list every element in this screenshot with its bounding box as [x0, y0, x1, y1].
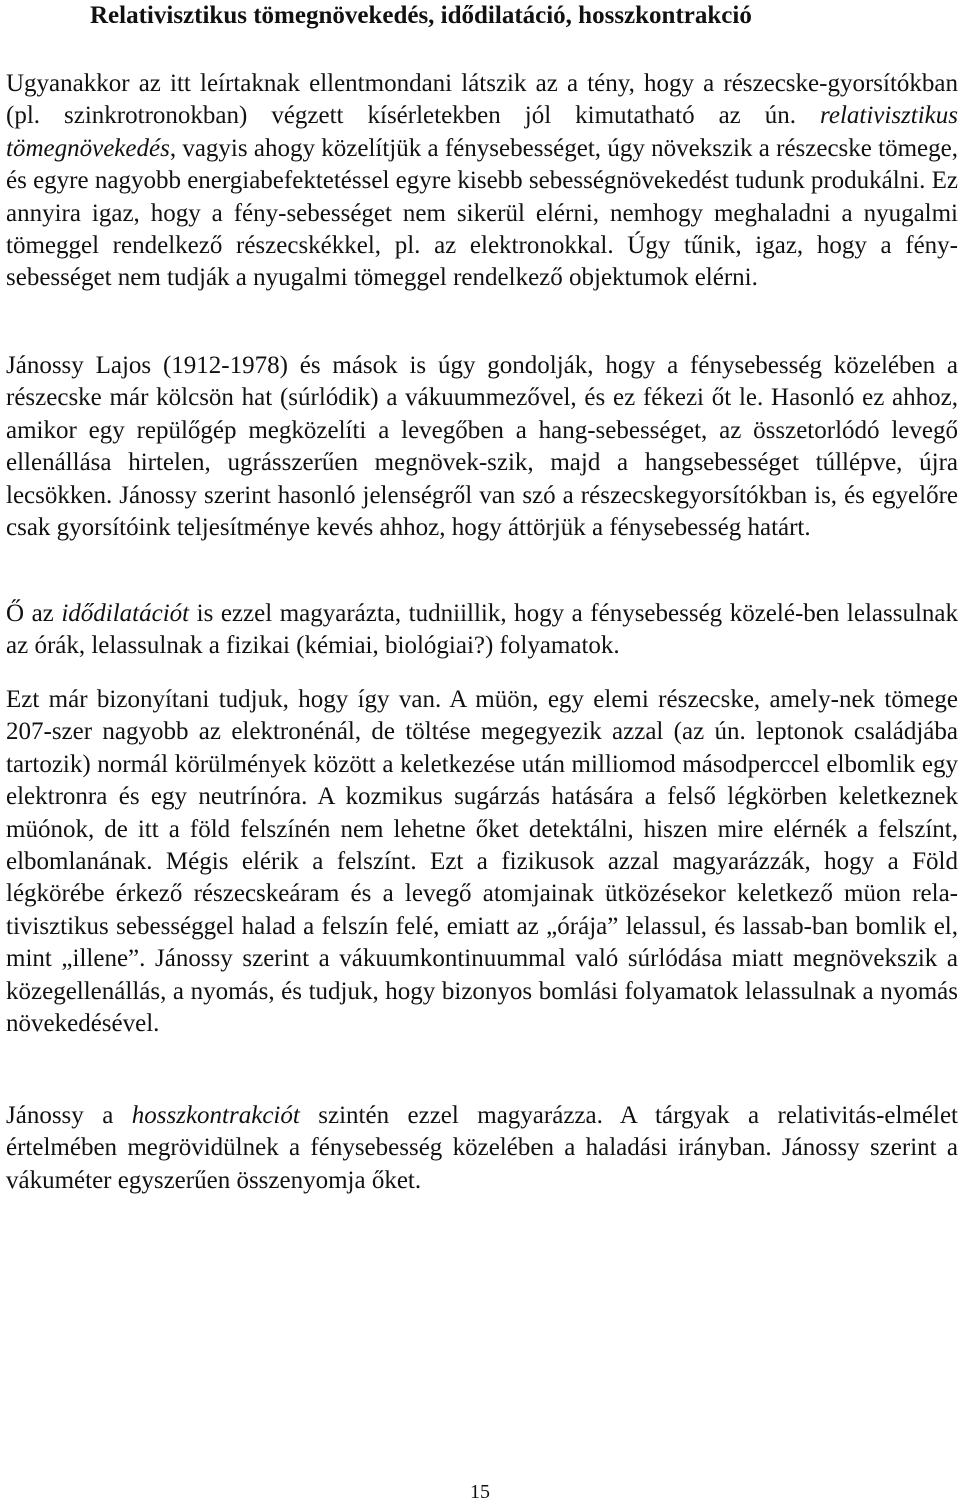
paragraph-time-dilation — [6, 598, 958, 663]
paragraph-muon: Ezt már bizonyítani tudjuk, hogy így van. A müön, egy elemi részecske, amely-nek tömege 207-szer nagyobb az elektronénál, de töltése megegyezik azzal (az ún. leptonok családjába tartozik) normál körülmények között a keletkezése után milliomod másodperccel elbomlik egy elektronra és egy neutrínóra. A kozmikus sugárzás hatására a felső légkörben keletkeznek müónok, de itt a föld felszínén nem lehetne őket detektálni, hiszen mire elérnék a felszínt, elbomlanának. Mégis elérik a felszínt. Ezt a fizikusok azzal magyarázzák, hogy a Föld légkörébe érkező részecskeáram és a levegő atomjainak ütközésekor keletkező müon rela-tivisztikus sebességgel halad a felszín felé, emiatt az „órája” lelassul, és lassab-ban bomlik el, mint „illene”. Jánossy szerint a vákuumkontinuummal való súrlódása miatt megnövekszik a közegellenállás, a nyomás, és tudjuk, hogy bizonyos bomlási folyamatok lelassulnak a nyomás növekedésével. — [6, 686, 958, 1038]
emphasis-term: idődilatációt — [61, 600, 190, 627]
paragraph-janossy-vacuum: Jánossy Lajos (1912-1978) és mások is úgy gondolják, hogy a fénysebesség közelében a részecske már kölcsön hat (súrlódik) a vákuummezővel, és ez fékezi őt le. Hasonló ez ahhoz, amikor egy repülőgép megközelíti a levegőben a hang-sebességet, az összetorlódó levegő ellenállása hirtelen, ugrásszerűen megnövek-szik, majd a hangsebességet túllépve, újra lecsökken. Jánossy szerint hasonló jelenségről van szó a részecskegyorsítókban is, és egyelőre csak gyorsítóink teljesítménye kevés ahhoz, hogy áttörjük a fénysebesség határt. — [6, 352, 958, 542]
paragraph-text: Jánossy a — [6, 1102, 132, 1129]
page-number: 15 — [470, 1481, 490, 1503]
paragraph-text: is ezzel magyarázta, tudniillik, hogy a fénysebesség közelé-ben lelassulnak az órák, lelassulnak a fizikai (kémiai, biológiai?) folyamatok. — [6, 600, 958, 660]
paragraph-length-contraction — [6, 1100, 958, 1197]
document-page — [6, 0, 959, 1194]
emphasis-term: hosszkontrakciót — [131, 1102, 300, 1129]
paragraph-mass-increase — [6, 68, 958, 295]
document-title: Relativisztikus tömegnövekedés, idődilatáció, hosszkontrakció — [90, 2, 752, 29]
paragraph-text: Ő az — [6, 600, 62, 627]
paragraph-text: szintén ezzel magyarázza. A tárgyak a relativitás-elmélet értelmében megrövidülnek a fénysebesség közelében a haladási irányban. Jánossy szerint a vákuméter egyszerűen összenyomja őket. — [6, 1102, 958, 1194]
paragraph-text: , vagyis ahogy közelítjük a fénysebességet, úgy növekszik a részecske tömege, és egyre nagyobb energiabefektetéssel egyre kisebb sebességnövekedést tudunk produkálni. Ez annyira igaz, hogy a fény-sebességet nem sikerül elérni, nemhogy meghaladni a nyugalmi tömeggel rendelkező részecskékkel, pl. az elektronokkal. Úgy tűnik, igaz, hogy a fény-sebességet nem tudják a nyugalmi tömeggel rendelkező objektumok elérni. — [6, 134, 959, 292]
emphasis-term: relativisztikus tömegnövekedés — [6, 102, 958, 162]
paragraph-text: Ugyanakkor az itt leírtaknak ellentmondani látszik az a tény, hogy a részecske-gyorsítókban (pl. szinkrotronokban) végzett kísérletekben jól kimutatható az ún. — [6, 70, 958, 130]
